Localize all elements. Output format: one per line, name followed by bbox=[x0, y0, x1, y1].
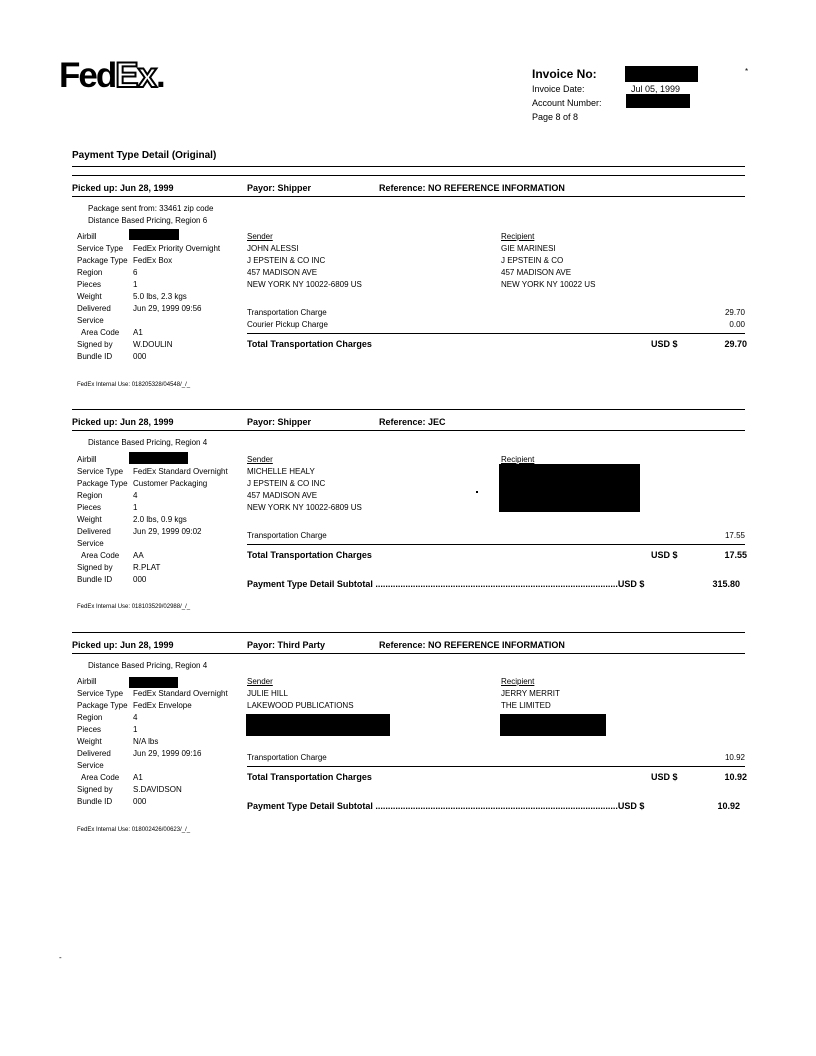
shipment-3-payor: Payor: Third Party bbox=[247, 640, 326, 650]
shipment-2-total-currency: USD $ bbox=[651, 550, 678, 560]
shipment-1-package-type: FedEx Box bbox=[133, 256, 173, 265]
shipment-3-delivered-label: Delivered bbox=[77, 749, 111, 758]
shipment-3-signed-by: S.DAVIDSON bbox=[133, 785, 182, 794]
shipment-1-pickup-charge-label: Courier Pickup Charge bbox=[247, 320, 328, 329]
shipment-2-note-pricing: Distance Based Pricing, Region 4 bbox=[88, 438, 208, 447]
redacted-invoice-no bbox=[625, 66, 698, 82]
shipment-1-picked-up: Picked up: Jun 28, 1999 bbox=[72, 183, 174, 193]
shipment-1-note-origin: Package sent from: 33461 zip code bbox=[88, 204, 214, 213]
shipment-3-pieces-label: Pieces bbox=[77, 725, 102, 734]
shipment-3-recipient-line-1: JERRY MERRIT bbox=[501, 689, 560, 698]
shipment-3-airbill-label: Airbill bbox=[77, 677, 97, 686]
shipment-1-signed-by-label: Signed by bbox=[77, 340, 113, 349]
shipment-1-charges-rule bbox=[247, 333, 745, 334]
shipment-1-sender-line-4: NEW YORK NY 10022-6809 US bbox=[247, 280, 362, 289]
page-indicator: Page 8 of 8 bbox=[532, 112, 579, 122]
shipment-2-weight-label: Weight bbox=[77, 515, 102, 524]
shipment-2-redacted-recipient bbox=[499, 464, 640, 512]
shipment-3-picked-up: Picked up: Jun 28, 1999 bbox=[72, 640, 174, 650]
shipment-1-total-currency: USD $ bbox=[651, 339, 678, 349]
shipment-3-reference: Reference: NO REFERENCE INFORMATION bbox=[379, 640, 565, 650]
shipment-2-header-rule bbox=[72, 430, 745, 431]
shipment-2-signed-by-label: Signed by bbox=[77, 563, 113, 572]
shipment-3-signed-by-label: Signed by bbox=[77, 785, 113, 794]
shipment-2-airbill-label: Airbill bbox=[77, 455, 97, 464]
shipment-1-sender-line-3: 457 MADISON AVE bbox=[247, 268, 318, 277]
shipment-2-redacted-airbill bbox=[129, 452, 188, 464]
shipment-3-charges-rule bbox=[247, 766, 745, 767]
shipment-3-redacted-sender-address bbox=[246, 714, 390, 736]
shipment-3-service-type: FedEx Standard Overnight bbox=[133, 689, 228, 698]
shipment-3-sender-line-1: JULIE HILL bbox=[247, 689, 288, 698]
shipment-3-total-value: 10.92 bbox=[724, 772, 747, 782]
shipment-1-bundle-id-label: Bundle ID bbox=[77, 352, 113, 361]
shipment-3-total-label: Total Transportation Charges bbox=[247, 772, 372, 782]
shipment-1-charge-value: 29.70 bbox=[724, 308, 745, 317]
shipment-2-service-type: FedEx Standard Overnight bbox=[133, 467, 228, 476]
shipment-2-signed-by: R.PLAT bbox=[133, 563, 161, 572]
shipment-1-pieces: 1 bbox=[133, 280, 138, 289]
shipment-2-reference: Reference: JEC bbox=[379, 417, 446, 427]
shipment-1-region: 6 bbox=[133, 268, 138, 277]
shipment-2-pieces: 1 bbox=[133, 503, 138, 512]
stray-dot bbox=[476, 491, 478, 493]
shipment-1-package-type-label: Package Type bbox=[77, 256, 128, 265]
shipment-2-weight: 2.0 lbs, 0.9 kgs bbox=[133, 515, 187, 524]
shipment-2-sender-line-4: NEW YORK NY 10022-6809 US bbox=[247, 503, 362, 512]
shipment-2-total-label: Total Transportation Charges bbox=[247, 550, 372, 560]
shipment-2-subtotal-label: Payment Type Detail Subtotal .................................................................................................USD $ bbox=[247, 579, 645, 589]
shipment-2-region: 4 bbox=[133, 491, 138, 500]
fedex-logo bbox=[59, 56, 164, 96]
shipment-3-service-type-label: Service Type bbox=[77, 689, 124, 698]
shipment-3-redacted-recipient-address bbox=[500, 714, 606, 736]
shipment-1-service-label: Service bbox=[77, 316, 104, 325]
logo-ex: Ex bbox=[115, 56, 157, 95]
account-number-label: Account Number: bbox=[532, 98, 602, 108]
shipment-2-package-type: Customer Packaging bbox=[133, 479, 208, 488]
shipment-1-redacted-airbill bbox=[129, 229, 179, 240]
shipment-2-region-label: Region bbox=[77, 491, 103, 500]
shipment-1-recipient-line-2: J EPSTEIN & CO bbox=[501, 256, 564, 265]
shipment-1-weight: 5.0 lbs, 2.3 kgs bbox=[133, 292, 187, 301]
shipment-1-recipient-heading: Recipient bbox=[501, 232, 535, 241]
shipment-3-region: 4 bbox=[133, 713, 138, 722]
shipment-2-service-type-label: Service Type bbox=[77, 467, 124, 476]
shipment-1-delivered-label: Delivered bbox=[77, 304, 111, 313]
shipment-2-payor: Payor: Shipper bbox=[247, 417, 312, 427]
shipment-3-redacted-airbill bbox=[129, 677, 178, 688]
shipment-2-recipient-heading: Recipient bbox=[501, 455, 535, 464]
shipment-2-charge-value: 17.55 bbox=[724, 531, 745, 540]
shipment-2-sender-heading: Sender bbox=[247, 455, 273, 464]
shipment-2-subtotal-value: 315.80 bbox=[712, 579, 740, 589]
shipment-1-recipient-line-3: 457 MADISON AVE bbox=[501, 268, 572, 277]
shipment-1-area-code: A1 bbox=[133, 328, 143, 337]
logo-dot: . bbox=[156, 56, 164, 95]
shipment-2-sender-line-2: J EPSTEIN & CO INC bbox=[247, 479, 326, 488]
shipment-3-area-code-label: Area Code bbox=[81, 773, 120, 782]
shipment-3-top-rule bbox=[72, 632, 745, 633]
footer-mark: - bbox=[59, 953, 62, 962]
shipment-2-sender-line-1: MICHELLE HEALY bbox=[247, 467, 315, 476]
shipment-1-region-label: Region bbox=[77, 268, 103, 277]
shipment-1-reference: Reference: NO REFERENCE INFORMATION bbox=[379, 183, 565, 193]
shipment-1-service-type-label: Service Type bbox=[77, 244, 124, 253]
shipment-1-bundle-id: 000 bbox=[133, 352, 147, 361]
shipment-3-weight-label: Weight bbox=[77, 737, 102, 746]
shipment-2-picked-up: Picked up: Jun 28, 1999 bbox=[72, 417, 174, 427]
corner-mark: * bbox=[745, 67, 749, 76]
shipment-2-pieces-label: Pieces bbox=[77, 503, 102, 512]
shipment-1-sender-heading: Sender bbox=[247, 232, 273, 241]
shipment-3-header-rule bbox=[72, 653, 745, 654]
shipment-3-sender-line-2: LAKEWOOD PUBLICATIONS bbox=[247, 701, 354, 710]
shipment-3-bundle-id: 000 bbox=[133, 797, 147, 806]
shipment-2-area-code-label: Area Code bbox=[81, 551, 120, 560]
shipment-2-top-rule bbox=[72, 409, 745, 410]
redacted-account-number bbox=[626, 94, 690, 108]
shipment-3-recipient-heading: Recipient bbox=[501, 677, 535, 686]
shipment-3-note-pricing: Distance Based Pricing, Region 4 bbox=[88, 661, 208, 670]
shipment-3-recipient-line-2: THE LIMITED bbox=[501, 701, 551, 710]
shipment-1-sender-line-1: JOHN ALESSI bbox=[247, 244, 299, 253]
shipment-1-weight-label: Weight bbox=[77, 292, 102, 301]
shipment-3-subtotal-label: Payment Type Detail Subtotal .................................................................................................USD $ bbox=[247, 801, 645, 811]
shipment-1-total-label: Total Transportation Charges bbox=[247, 339, 372, 349]
shipment-1-charge-label: Transportation Charge bbox=[247, 308, 327, 317]
shipment-3-internal-use: FedEx Internal Use: 018002426/00623/_/_ bbox=[77, 827, 191, 833]
shipment-1-top-rule bbox=[72, 175, 745, 176]
shipment-2-package-type-label: Package Type bbox=[77, 479, 128, 488]
shipment-1-airbill-label: Airbill bbox=[77, 232, 97, 241]
shipment-2-service-label: Service bbox=[77, 539, 104, 548]
shipment-3-bundle-id-label: Bundle ID bbox=[77, 797, 113, 806]
shipment-2-delivered-label: Delivered bbox=[77, 527, 111, 536]
shipment-2-area-code: AA bbox=[133, 551, 144, 560]
shipment-2-total-value: 17.55 bbox=[724, 550, 747, 560]
shipment-3-package-type: FedEx Envelope bbox=[133, 701, 192, 710]
shipment-3-sender-heading: Sender bbox=[247, 677, 273, 686]
section-title: Payment Type Detail (Original) bbox=[72, 150, 217, 161]
invoice-no-label: Invoice No: bbox=[532, 67, 597, 81]
shipment-2-charges-rule bbox=[247, 544, 745, 545]
shipment-1-area-code-label: Area Code bbox=[81, 328, 120, 337]
shipment-1-total-value: 29.70 bbox=[724, 339, 747, 349]
shipment-2-internal-use: FedEx Internal Use: 018103529/02988/_/_ bbox=[77, 604, 191, 610]
shipment-3-area-code: A1 bbox=[133, 773, 143, 782]
shipment-2-sender-line-3: 457 MADISON AVE bbox=[247, 491, 318, 500]
shipment-3-package-type-label: Package Type bbox=[77, 701, 128, 710]
shipment-3-service-label: Service bbox=[77, 761, 104, 770]
shipment-3-delivered: Jun 29, 1999 09:16 bbox=[133, 749, 202, 758]
shipment-1-pickup-charge-value: 0.00 bbox=[729, 320, 745, 329]
shipment-1-signed-by: W.DOULIN bbox=[133, 340, 173, 349]
shipment-1-recipient-line-1: GIE MARINESI bbox=[501, 244, 556, 253]
shipment-1-sender-line-2: J EPSTEIN & CO INC bbox=[247, 256, 326, 265]
shipment-2-bundle-id: 000 bbox=[133, 575, 147, 584]
shipment-1-pieces-label: Pieces bbox=[77, 280, 102, 289]
shipment-1-service-type: FedEx Priority Overnight bbox=[133, 244, 221, 253]
shipment-2-delivered: Jun 29, 1999 09:02 bbox=[133, 527, 202, 536]
logo-fed: Fed bbox=[59, 56, 116, 95]
shipment-1-recipient-line-4: NEW YORK NY 10022 US bbox=[501, 280, 596, 289]
shipment-1-note-pricing: Distance Based Pricing, Region 6 bbox=[88, 216, 208, 225]
shipment-1-payor: Payor: Shipper bbox=[247, 183, 312, 193]
shipment-1-header-rule bbox=[72, 196, 745, 197]
shipment-2-charge-label: Transportation Charge bbox=[247, 531, 327, 540]
shipment-3-weight: N/A lbs bbox=[133, 737, 159, 746]
shipment-3-charge-label: Transportation Charge bbox=[247, 753, 327, 762]
shipment-2-bundle-id-label: Bundle ID bbox=[77, 575, 113, 584]
shipment-3-pieces: 1 bbox=[133, 725, 138, 734]
shipment-1-delivered: Jun 29, 1999 09:56 bbox=[133, 304, 202, 313]
shipment-3-subtotal-value: 10.92 bbox=[717, 801, 740, 811]
shipment-3-region-label: Region bbox=[77, 713, 103, 722]
invoice-date-label: Invoice Date: bbox=[532, 84, 585, 94]
shipment-1-internal-use: FedEx Internal Use: 018205328/04548/_/_ bbox=[77, 382, 191, 388]
shipment-3-charge-value: 10.92 bbox=[724, 753, 745, 762]
invoice-date-value: Jul 05, 1999 bbox=[631, 84, 681, 94]
section-title-rule bbox=[72, 166, 745, 167]
shipment-3-total-currency: USD $ bbox=[651, 772, 678, 782]
